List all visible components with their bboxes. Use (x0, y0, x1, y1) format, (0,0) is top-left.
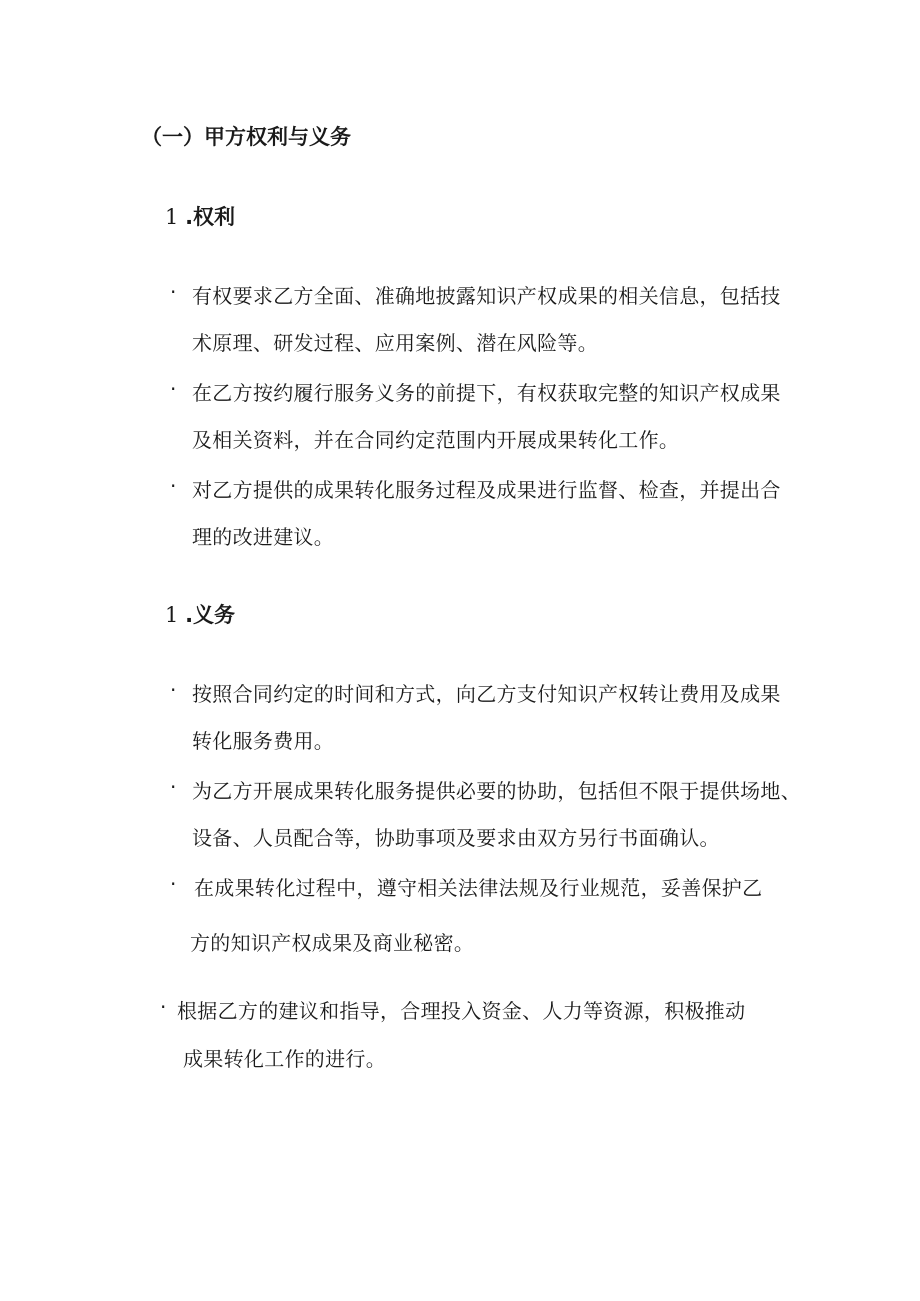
obligations-heading-number: 1 (165, 603, 179, 627)
item-text-line: 在成果转化过程中，遵守相关法律法规及行业规范，妥善保护乙 (194, 876, 763, 900)
item-text-line: 按照合同约定的时间和方式，向乙方支付知识产权转让费用及成果 (192, 682, 781, 706)
bullet-marker: · (160, 995, 167, 1019)
bullet-marker: · (170, 474, 177, 498)
section-title: （一）甲方权利与义务 (141, 125, 351, 149)
item-text-line: 及相关资料，并在合同约定范围内开展成果转化工作。 (192, 428, 680, 452)
rights-heading-label: .权利 (185, 205, 236, 229)
bullet-marker: · (170, 280, 177, 304)
rights-heading (165, 201, 235, 231)
bullet-marker: · (170, 678, 177, 702)
obligations-heading (165, 599, 235, 629)
bullet-marker: · (170, 377, 177, 401)
item-text-line: 理的改进建议。 (192, 525, 335, 549)
item-text-line: 转化服务费用。 (192, 729, 335, 753)
rights-heading-number: 1 (165, 205, 179, 229)
item-text-line: 成果转化工作的进行。 (183, 1047, 386, 1071)
item-text-line: 根据乙方的建议和指导，合理投入资金、人力等资源，积极推动 (177, 999, 746, 1023)
item-text-line: 有权要求乙方全面、准确地披露知识产权成果的相关信息，包括技 (192, 284, 781, 308)
item-text-line: 设备、人员配合等，协助事项及要求由双方另行书面确认。 (192, 826, 720, 850)
bullet-marker: · (170, 872, 177, 896)
obligations-heading-label: .义务 (185, 603, 236, 627)
item-text-line: 在乙方按约履行服务义务的前提下，有权获取完整的知识产权成果 (192, 381, 781, 405)
bullet-marker: · (170, 775, 177, 799)
item-text-line: 为乙方开展成果转化服务提供必要的协助，包括但不限于提供场地、 (192, 779, 801, 803)
item-text-line: 方的知识产权成果及商业秘密。 (190, 931, 475, 955)
item-text-line: 术原理、研发过程、应用案例、潜在风险等。 (192, 331, 598, 355)
item-text-line: 对乙方提供的成果转化服务过程及成果进行监督、检查，并提出合 (192, 478, 781, 502)
